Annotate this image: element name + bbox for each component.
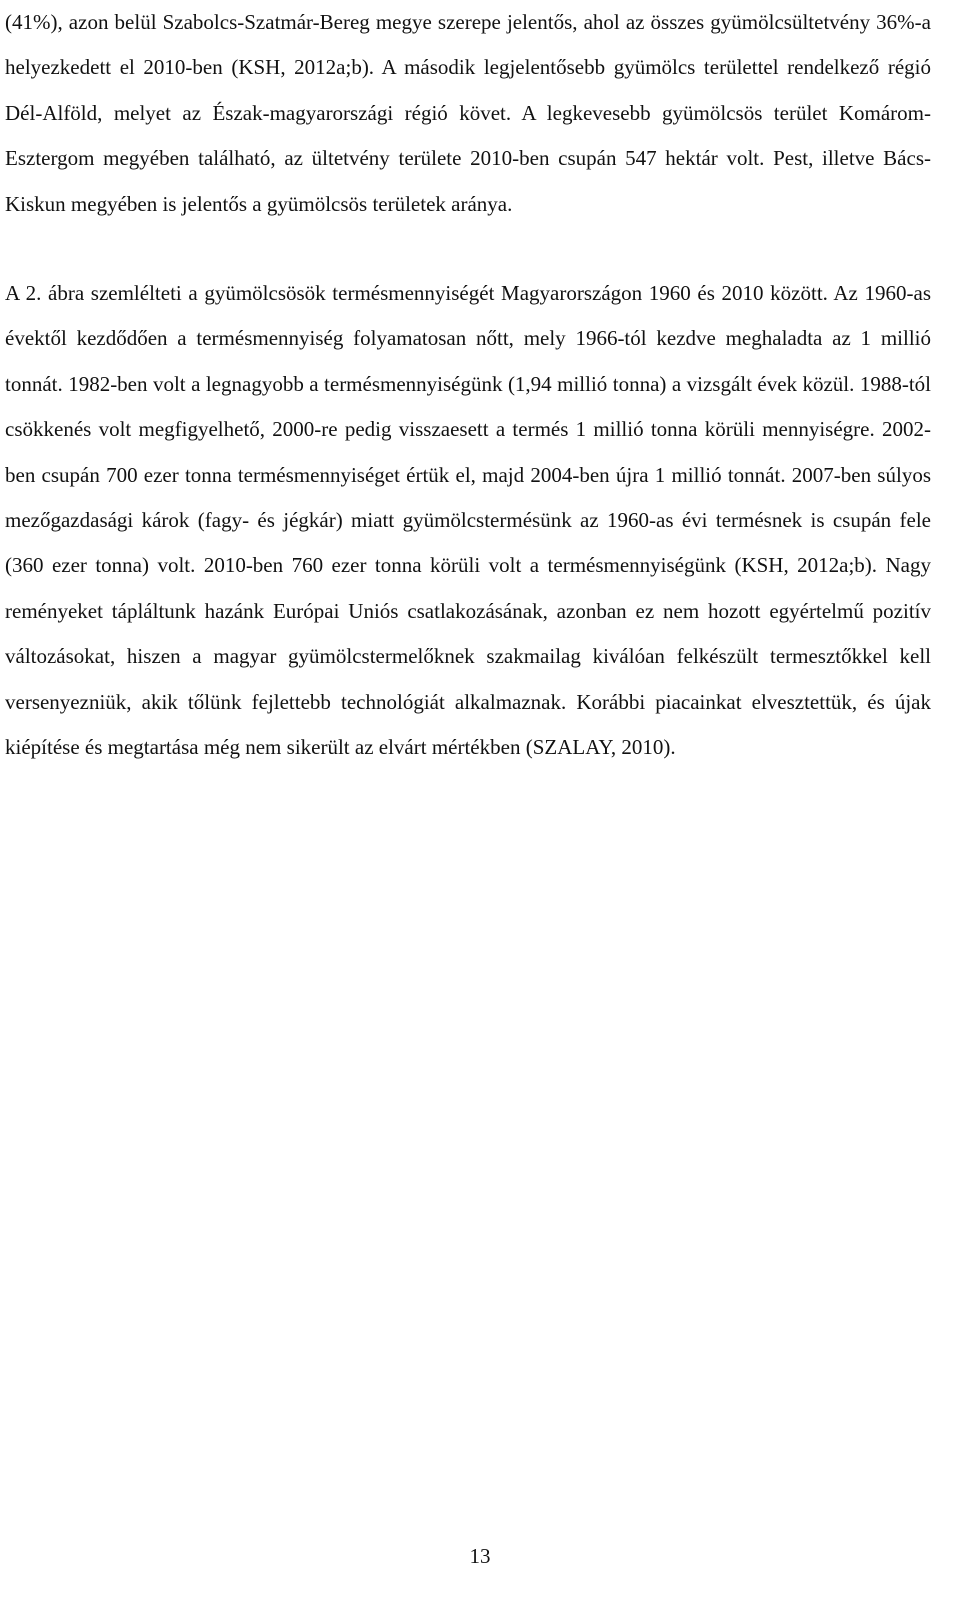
document-page	[5, 0, 931, 771]
page-number: 13	[469, 1544, 491, 1568]
body-paragraph-2: A 2. ábra szemlélteti a gyümölcsösök termésmennyiségét Magyarországon 1960 és 2010 között. Az 1960-as évektől kezdődően a termésmennyiség folyamatosan nőtt, mely 1966-tól kezdve meghaladta az 1 millió tonnát. 1982-ben volt a legnagyobb a termésmennyiségünk (1,94 millió tonna) a vizsgált évek közül. 1988-tól csökkenés volt megfigyelhető, 2000-re pedig visszaesett a termés 1 millió tonna körüli mennyiségre. 2002-ben csupán 700 ezer tonna termésmennyiséget értük el, majd 2004-ben újra 1 millió tonnát. 2007-ben súlyos mezőgazdasági károk (fagy- és jégkár) miatt gyümölcstermésünk az 1960-as évi termésnek is csupán fele (360 ezer tonna) volt. 2010-ben 760 ezer tonna körüli volt a termésmennyiségünk (KSH, 2012a;b). Nagy reményeket tápláltunk hazánk Európai Uniós csatlakozásának, azonban ez nem hozott egyértelmű pozitív változásokat, hiszen a magyar gyümölcstermelőknek szakmailag kiválóan felkészült termesztőkkel kell versenyezniük, akik tőlünk fejlettebb technológiát alkalmaznak. Korábbi piacainkat elvesztettük, és újak kiépítése és megtartása még nem sikerült az elvárt mértékben (SZALAY, 2010).	[5, 281, 931, 760]
body-paragraph-1: (41%), azon belül Szabolcs-Szatmár-Bereg megye szerepe jelentős, ahol az összes gyümölcsültetvény 36%-a helyezkedett el 2010-ben (KSH, 2012a;b). A második legjelentősebb gyümölcs területtel rendelkező régió Dél-Alföld, melyet az Észak-magyarországi régió követ. A legkevesebb gyümölcsös terület Komárom-Esztergom megyében található, az ültetvény területe 2010-ben csupán 547 hektár volt. Pest, illetve Bács-Kiskun megyében is jelentős a gyümölcsös területek aránya.	[5, 10, 931, 216]
